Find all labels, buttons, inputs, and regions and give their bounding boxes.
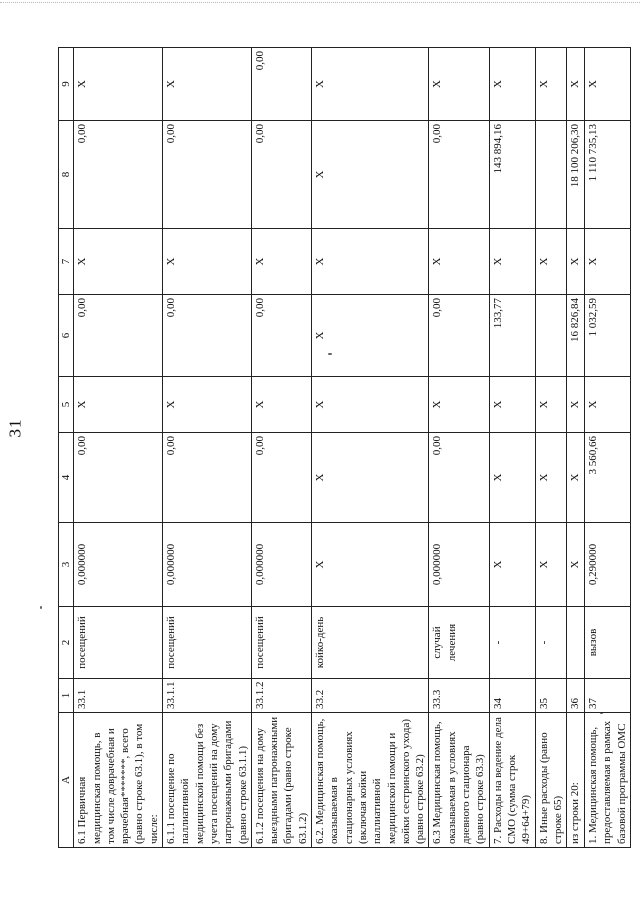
value-cell: 0,00 [429,295,489,377]
value-cell: Х [535,377,567,433]
value-cell: Х [251,377,311,433]
value-cell: Х [585,229,631,295]
value-cell: 0,000000 [429,523,489,607]
table-row [163,48,252,848]
value-cell: Х [567,48,585,121]
value-cell: Х [74,229,163,295]
value-cell: 3 560,66 [585,433,631,523]
table-row [429,48,489,848]
row-description: 8. Иные расходы (равно строке 65) [535,713,567,848]
value-cell: 0,000000 [251,523,311,607]
unit-cell: вызов [585,607,631,679]
table-row [585,48,631,848]
value-cell: 0,00 [74,121,163,229]
value-cell: 0,290000 [585,523,631,607]
unit-cell: койко-день [312,607,429,679]
value-cell: 1 032,59 [585,295,631,377]
row-description: 7. Расходы на ведение дела СМО (сумма строк 49+64+79) [489,713,535,848]
row-description: 1. Медицинская помощь, предоставляемая в рамках базовой программы ОМС [585,713,631,848]
line-number: 35 [535,679,567,713]
page-number: 31 [5,418,25,438]
unit-cell: случай лечения [429,607,489,679]
value-cell: 18 100 206,30 [567,121,585,229]
value-cell: 0,00 [163,433,252,523]
table-header-row [59,48,74,848]
line-number: 33.1.1 [163,679,252,713]
line-number: 33.2 [312,679,429,713]
value-cell: Х [489,433,535,523]
row-description: 6.3 Медицинская помощь, оказываемая в условиях дневного стационара (равно строке 63.3) [429,713,489,848]
value-cell: 0,00 [163,295,252,377]
value-cell: Х [312,121,429,229]
scan-edge [0,2,640,3]
value-cell: Х [585,48,631,121]
line-number: 33.1 [74,679,163,713]
value-cell: Х [429,48,489,121]
value-cell: 0,00 [429,433,489,523]
header-cell: 4 [59,433,74,523]
unit-cell [567,607,585,679]
unit-cell: посещений [251,607,311,679]
row-description: 6.1 Первичная медицинская помощь, в том числе доврачебная и врачебная*******, всего (равно строке 63.1), в том числе: [74,713,163,848]
value-cell: 0,00 [251,121,311,229]
value-cell: Х [251,229,311,295]
line-number: 34 [489,679,535,713]
value-cell: Х [429,377,489,433]
value-cell: Х [535,48,567,121]
table-row [535,48,567,848]
value-cell: Х [312,295,429,377]
value-cell: Х [489,523,535,607]
header-cell: 3 [59,523,74,607]
value-cell: Х [163,229,252,295]
value-cell: Х [312,377,429,433]
value-cell: 0,00 [163,121,252,229]
value-cell: Х [489,229,535,295]
value-cell: 0,00 [251,48,311,121]
value-cell: Х [312,433,429,523]
value-cell: 143 894,16 [489,121,535,229]
header-cell: 2 [59,607,74,679]
value-cell: Х [567,433,585,523]
header-cell: 1 [59,679,74,713]
unit-cell: посещений [74,607,163,679]
value-cell: 0,00 [74,295,163,377]
value-cell: Х [585,377,631,433]
value-cell: Х [489,377,535,433]
expenses-table [58,47,631,848]
value-cell: Х [535,523,567,607]
unit-cell: - [489,607,535,679]
table-row [74,48,163,848]
rotated-table-wrapper [58,48,628,848]
scan-speck [40,606,42,609]
row-description: из строки 20: [567,713,585,848]
value-cell: 0,00 [74,433,163,523]
value-cell: Х [312,48,429,121]
table-row [567,48,585,848]
header-cell: 7 [59,229,74,295]
value-cell: Х [74,377,163,433]
value-cell [535,295,567,377]
line-number: 36 [567,679,585,713]
value-cell: Х [312,229,429,295]
value-cell: Х [567,229,585,295]
value-cell: Х [429,229,489,295]
value-cell: Х [567,523,585,607]
value-cell: Х [535,433,567,523]
line-number: 33.3 [429,679,489,713]
row-description: 6.2. Медицинская помощь, оказываемая в стационарных условиях (включая койки паллиативной медицинской помощи и койки сестринского ухода) (равно строке 63.2) [312,713,429,848]
unit-cell: посещений [163,607,252,679]
value-cell: 1 110 735,13 [585,121,631,229]
line-number: 37 [585,679,631,713]
header-cell: А [59,713,74,848]
value-cell: Х [163,377,252,433]
value-cell: Х [567,377,585,433]
header-cell: 8 [59,121,74,229]
unit-cell: - [535,607,567,679]
value-cell: 0,00 [429,121,489,229]
value-cell: Х [535,229,567,295]
value-cell: Х [74,48,163,121]
row-description: 6.1.1 посещение по паллиативной медицинской помощи без учета посещений на дому патронажными бригадами (равно строке 63.1.1) [163,713,252,848]
value-cell: Х [163,48,252,121]
value-cell: 0,00 [251,433,311,523]
value-cell: 133,77 [489,295,535,377]
header-cell: 6 [59,295,74,377]
value-cell: Х [489,48,535,121]
table-row [251,48,311,848]
header-cell: 9 [59,48,74,121]
row-description: 6.1.2 посещения на дому выездными патронажными бригадами (равно строке 63.1.2) [251,713,311,848]
value-cell: 0,000000 [74,523,163,607]
table-row [312,48,429,848]
value-cell: 16 826,84 [567,295,585,377]
value-cell: 0,00 [251,295,311,377]
header-cell: 5 [59,377,74,433]
value-cell [535,121,567,229]
line-number: 33.1.2 [251,679,311,713]
value-cell: Х [312,523,429,607]
table-row [489,48,535,848]
value-cell: 0,000000 [163,523,252,607]
